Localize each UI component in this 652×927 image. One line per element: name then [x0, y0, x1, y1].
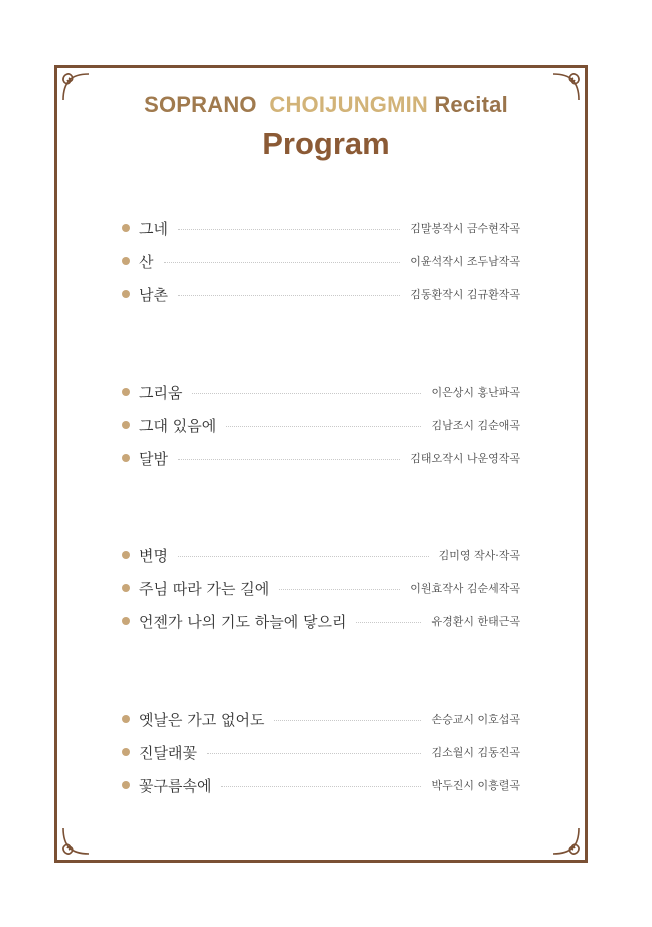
song-credit: 김미영 작사·작곡	[438, 549, 520, 562]
song-title: 변명	[139, 546, 168, 565]
song-credit: 김동환작시 김규환작곡	[410, 288, 520, 301]
song-title: 언젠가 나의 기도 하늘에 닿으리	[139, 612, 347, 631]
program-item	[122, 545, 520, 565]
song-title: 꽃구름속에	[139, 776, 212, 795]
program-item	[122, 742, 520, 762]
title-performer-name: CHOIJUNGMIN	[269, 92, 429, 117]
song-credit: 이은상시 홍난파곡	[431, 386, 520, 399]
program-item	[122, 251, 520, 271]
program-item	[122, 382, 520, 402]
corner-ornament-icon	[549, 824, 583, 858]
dotted-leader	[178, 295, 400, 296]
program-item	[122, 775, 520, 795]
recital-title	[0, 92, 652, 118]
song-credit: 유경환시 한태근곡	[431, 615, 520, 628]
song-credit: 이윤석작시 조두남작곡	[410, 255, 520, 268]
song-title: 그네	[139, 219, 168, 238]
program-item	[122, 709, 520, 729]
song-credit: 김남조시 김순애곡	[431, 419, 520, 432]
song-title: 옛날은 가고 없어도	[139, 710, 265, 729]
program-item	[122, 415, 520, 435]
dotted-leader	[221, 786, 421, 787]
title-soprano: SOPRANO	[144, 92, 257, 117]
dotted-leader	[279, 589, 400, 590]
bullet-icon	[122, 551, 130, 559]
dotted-leader	[192, 393, 421, 394]
program-item	[122, 218, 520, 238]
song-credit: 이원효작사 김순세작곡	[410, 582, 520, 595]
corner-ornament-icon	[59, 824, 93, 858]
dotted-leader	[178, 459, 400, 460]
song-title: 산	[139, 252, 154, 271]
bullet-icon	[122, 748, 130, 756]
dotted-leader	[178, 556, 429, 557]
song-title: 그대 있음에	[139, 416, 217, 435]
song-title: 남촌	[139, 285, 168, 304]
bullet-icon	[122, 584, 130, 592]
song-credit: 김소월시 김동진곡	[431, 746, 520, 759]
bullet-icon	[122, 715, 130, 723]
program-item	[122, 284, 520, 304]
bullet-icon	[122, 617, 130, 625]
song-credit: 박두진시 이흥렬곡	[431, 779, 520, 792]
bullet-icon	[122, 454, 130, 462]
song-credit: 김태오작시 나운영작곡	[410, 452, 520, 465]
song-title: 진달래꽃	[139, 743, 197, 762]
song-credit: 손승교시 이호섭곡	[431, 713, 520, 726]
song-title: 그리움	[139, 383, 183, 402]
bullet-icon	[122, 290, 130, 298]
dotted-leader	[356, 622, 421, 623]
dotted-leader	[164, 262, 401, 263]
dotted-leader	[226, 426, 421, 427]
song-credit: 김말봉작시 금수현작곡	[410, 222, 520, 235]
title-recital: Recital	[434, 92, 508, 117]
dotted-leader	[178, 229, 400, 230]
bullet-icon	[122, 421, 130, 429]
program-item	[122, 578, 520, 598]
bullet-icon	[122, 257, 130, 265]
bullet-icon	[122, 224, 130, 232]
song-title: 주님 따라 가는 길에	[139, 579, 270, 598]
program-item	[122, 448, 520, 468]
bullet-icon	[122, 781, 130, 789]
bullet-icon	[122, 388, 130, 396]
song-title: 달밤	[139, 449, 168, 468]
program-item	[122, 611, 520, 631]
dotted-leader	[274, 720, 421, 721]
page-title: Program	[262, 126, 390, 161]
dotted-leader	[207, 753, 422, 754]
